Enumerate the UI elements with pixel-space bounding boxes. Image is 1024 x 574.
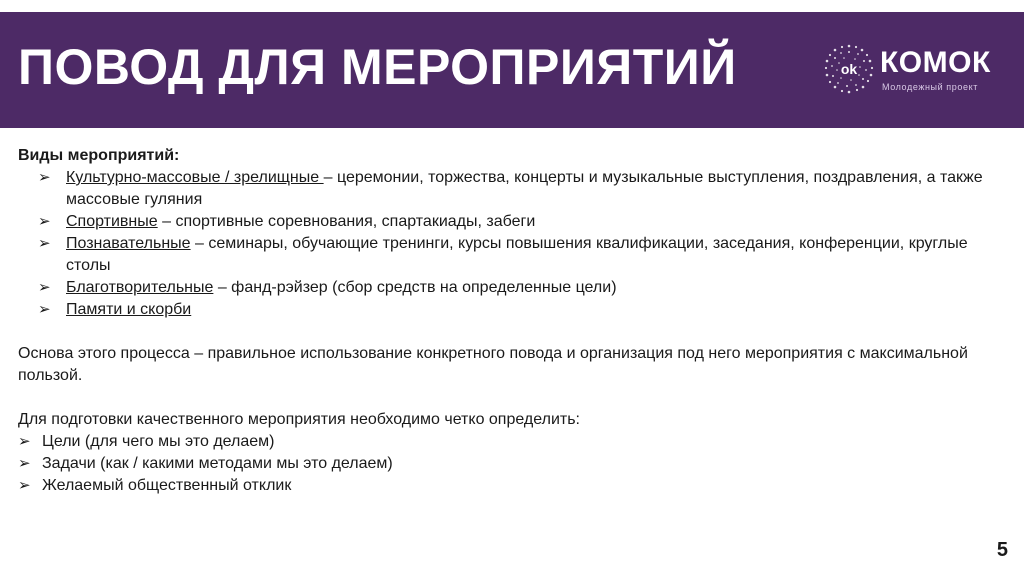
arrow-bullet-icon: ➢ bbox=[38, 235, 51, 252]
top-strip bbox=[0, 0, 1024, 12]
type-desc: – семинары, обучающие тренинги, курсы повышения квалификации, заседания, конференции, круглые столы bbox=[66, 235, 968, 274]
type-term: Благотворительные bbox=[66, 279, 214, 296]
preparation-item: Желаемый общественный отклик bbox=[42, 477, 292, 494]
list-item bbox=[18, 167, 1008, 211]
page-number: 5 bbox=[996, 539, 1008, 561]
list-item bbox=[18, 211, 1008, 233]
arrow-bullet-icon: ➢ bbox=[38, 169, 51, 186]
logo-tagline: Молодежный проект bbox=[882, 82, 978, 92]
arrow-bullet-icon: ➢ bbox=[38, 279, 51, 296]
type-desc: – фанд-рэйзер (сбор средств на определенные цели) bbox=[213, 279, 617, 296]
list-item bbox=[18, 299, 1008, 321]
logo-name: КОМОК bbox=[880, 46, 991, 79]
types-list bbox=[18, 167, 1008, 321]
preparation-item: Цели (для чего мы это делаем) bbox=[42, 433, 275, 450]
types-title: Виды мероприятий: bbox=[18, 147, 180, 164]
page-title: ПОВОД ДЛЯ МЕРОПРИЯТИЙ bbox=[18, 39, 737, 95]
slide-content bbox=[18, 145, 1008, 497]
arrow-bullet-icon: ➢ bbox=[18, 477, 31, 494]
arrow-bullet-icon: ➢ bbox=[38, 213, 51, 230]
list-item bbox=[18, 431, 1008, 453]
type-desc: – церемонии, торжества, концерты и музыкальные выступления, поздравления, а также массовые гуляния bbox=[66, 169, 983, 208]
header-banner bbox=[0, 12, 1024, 128]
list-item bbox=[18, 277, 1008, 299]
komok-logo bbox=[822, 42, 1012, 106]
type-desc: – спортивные соревнования, спартакиады, забеги bbox=[157, 213, 536, 230]
list-item bbox=[18, 233, 1008, 277]
preparation-title: Для подготовки качественного мероприятия необходимо четко определить: bbox=[18, 411, 580, 428]
arrow-bullet-icon: ➢ bbox=[38, 301, 51, 318]
preparation-list bbox=[18, 431, 1008, 497]
logo-mark-text: ok bbox=[840, 61, 858, 77]
list-item bbox=[18, 475, 1008, 497]
arrow-bullet-icon: ➢ bbox=[18, 455, 31, 472]
type-term: Культурно-массовые / зрелищные bbox=[66, 169, 324, 186]
type-term: Памяти и скорби bbox=[66, 301, 192, 318]
basis-paragraph: Основа этого процесса – правильное использование конкретного повода и организация под него мероприятия с максимальной пользой. bbox=[18, 345, 968, 384]
preparation-item: Задачи (как / какими методами мы это делаем) bbox=[42, 455, 393, 472]
list-item bbox=[18, 453, 1008, 475]
type-term: Познавательные bbox=[66, 235, 191, 252]
dotted-circle-logo-icon bbox=[822, 42, 876, 96]
arrow-bullet-icon: ➢ bbox=[18, 433, 31, 450]
type-term: Спортивные bbox=[66, 213, 158, 230]
